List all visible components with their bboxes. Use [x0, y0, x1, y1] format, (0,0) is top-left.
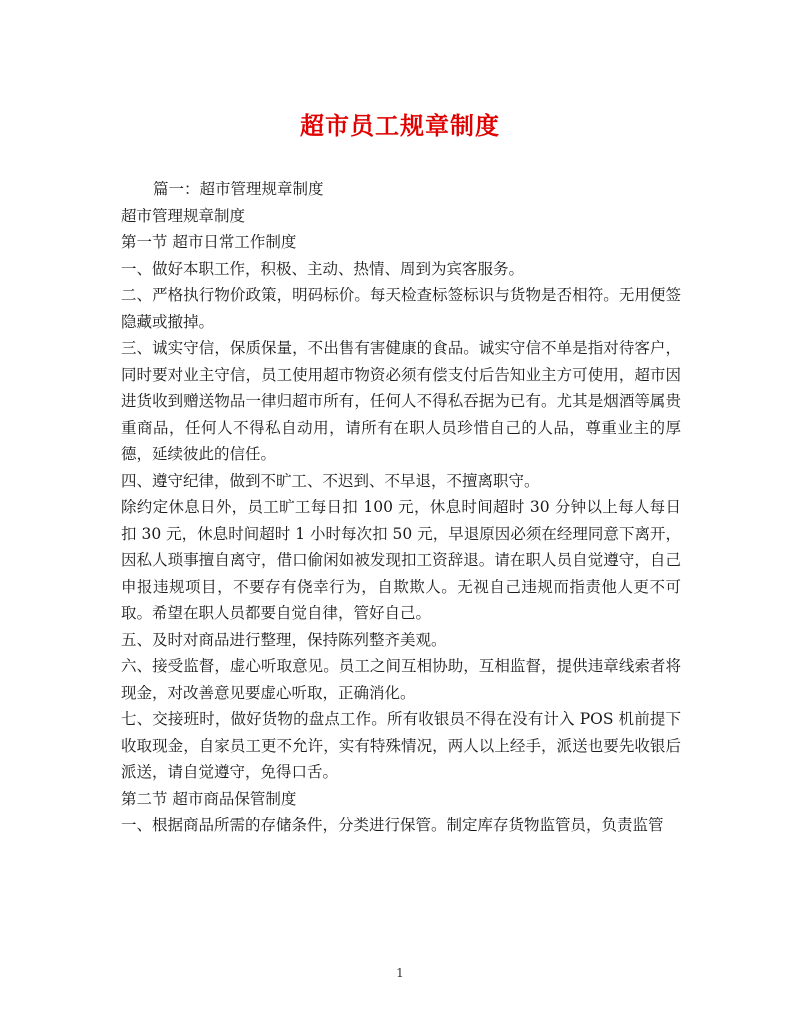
- paragraph: 二、严格执行物价政策，明码标价。每天检查标签标识与货物是否相符。无用便签隐藏或撤掉。: [121, 286, 681, 331]
- paragraph: 三、诚实守信，保质保量，不出售有害健康的食品。诚实守信不单是指对待客户，同时要对业主守信，员工使用超市物资必须有偿支付后告知业主方可使用，超市因进货收到赠送物品一律归超市所有，任何人不得私吞据为已有。尤其是烟酒等属贵重商品，任何人不得私自动用，请所有在职人员珍惜自己的人品，尊重业主的厚德，延续彼此的信任。: [121, 339, 681, 463]
- paragraph: 一、根据商品所需的存储条件，分类进行保管。制定库存货物监管员，负责监管: [121, 816, 664, 834]
- page-number: 1: [396, 966, 404, 980]
- section-heading: 第一节 超市日常工作制度: [121, 233, 297, 251]
- section-heading: 第二节 超市商品保管制度: [121, 789, 297, 808]
- paragraph: 七、交接班时，做好货物的盘点工作。所有收银员不得在没有计入 POS 机前提下收取现金，自家员工更不允许，实有特殊情况，两人以上经手，派送也要先收银后派送，请自觉遵守，免得口舌。: [121, 710, 681, 781]
- paragraph: 五、及时对商品进行整理，保持陈列整齐美观。: [121, 630, 447, 649]
- paragraph: 六、接受监督，虚心听取意见。员工之间互相协助，互相监督，提供违章线索者将现金，对改善意见要虚心听取，正确消化。: [121, 657, 681, 702]
- paragraph: 一、做好本职工作，积极、主动、热情、周到为宾客服务。: [121, 259, 525, 278]
- document-body: [121, 176, 681, 839]
- paragraph: 篇一：超市管理规章制度: [153, 180, 324, 198]
- paragraph: 除约定休息日外，员工旷工每日扣 100 元，休息时间超时 30 分钟以上每人每日扣 30 元，休息时间超时 1 小时每次扣 50 元，早退原因必须在经理同意下离开，因私人琐事擅自离守，借口偷闲如被发现扣工资辞退。请在职人员自觉遵守，自己申报违规项目，不要存有侥幸行为，自欺欺人。无视自己违规而指责他人更不可取。希望在职人员都要自觉自律，管好自己。: [121, 498, 681, 622]
- paragraph: 四、遵守纪律，做到不旷工、不迟到、不早退，不擅离职守。: [121, 471, 540, 490]
- paragraph: 超市管理规章制度: [121, 206, 246, 225]
- document-title: 超市员工规章制度: [300, 111, 500, 140]
